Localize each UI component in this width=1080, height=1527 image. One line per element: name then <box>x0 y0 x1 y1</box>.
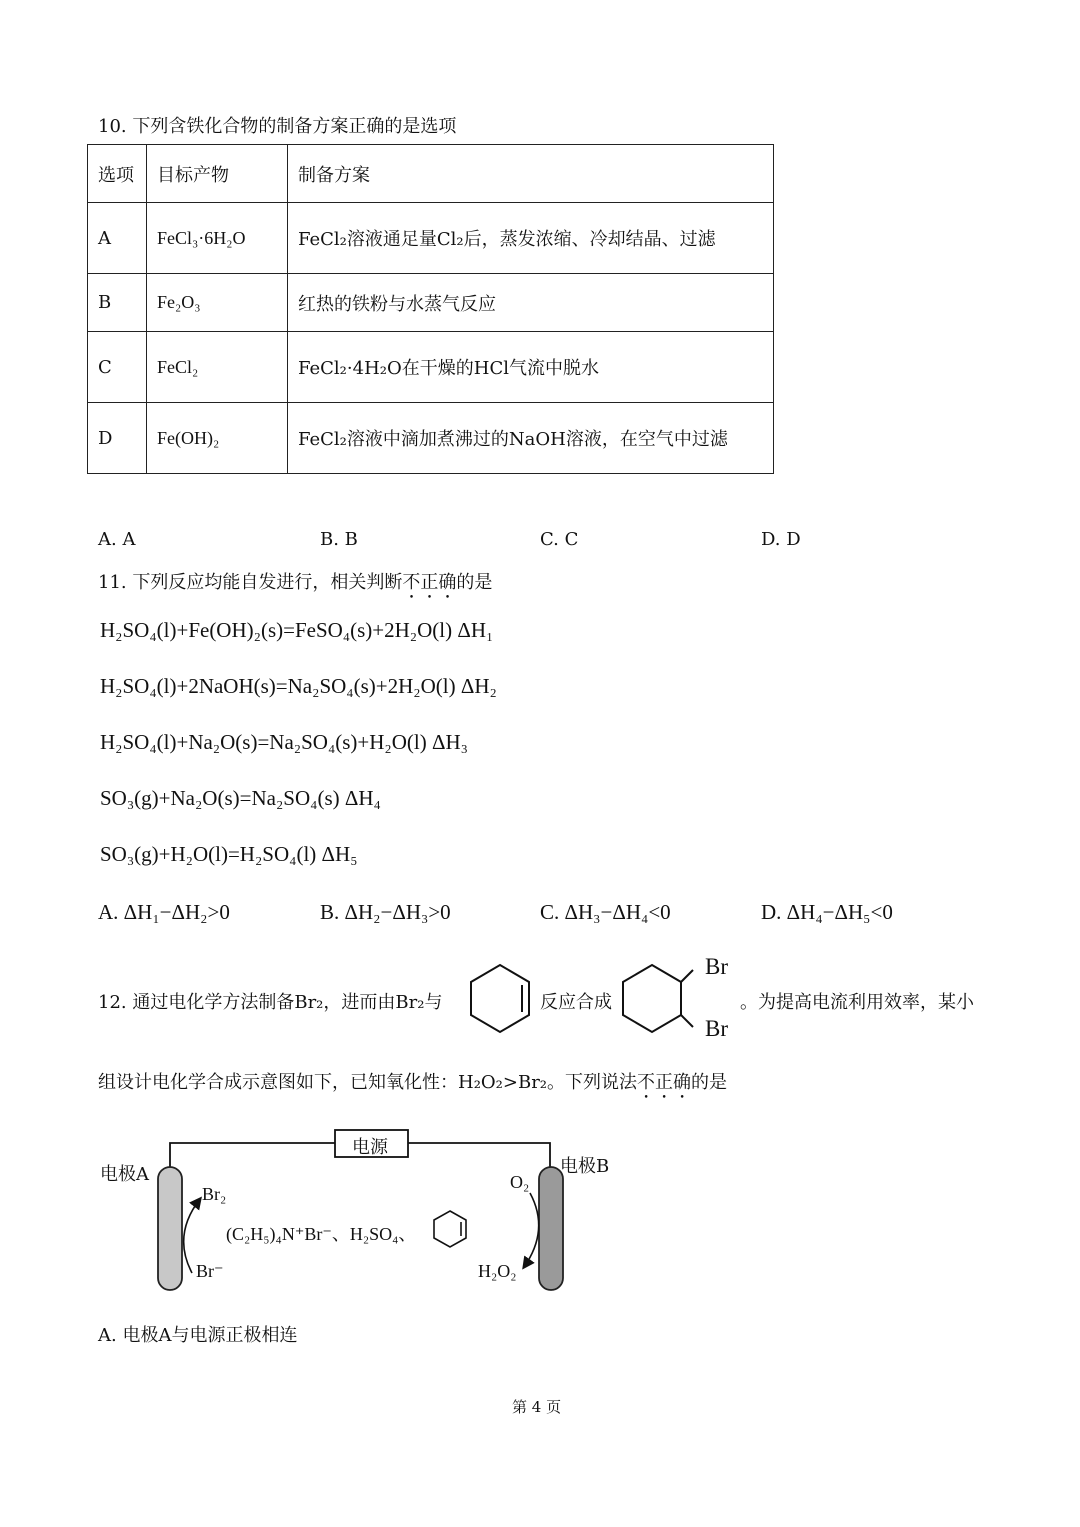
q10-choice-b[interactable]: B. B <box>320 529 358 550</box>
br-label-bottom: Br <box>705 1016 728 1041</box>
q11-choice-c[interactable]: C. ΔH₃−ΔH₄<0 <box>540 900 671 924</box>
table-header: 选项 <box>88 145 147 203</box>
dibromocyclohexane-structure <box>615 960 695 1035</box>
cyclohexene-structure <box>465 960 535 1035</box>
q11-equation-2: H₂SO₄(l)+2NaOH(s)=Na₂SO₄(s)+2H₂O(l) ΔH₂ <box>100 674 497 698</box>
table-cell-method: 红热的铁粉与水蒸气反应 <box>288 274 774 332</box>
table-row <box>88 332 774 403</box>
table-row <box>88 403 774 474</box>
table-header: 目标产物 <box>147 145 288 203</box>
br2-label: Br₂ <box>202 1184 227 1204</box>
table-cell-opt: C <box>88 332 147 403</box>
q12-choice-a[interactable]: A. 电极A与电源正极相连 <box>98 1325 298 1346</box>
q12-stem-line2: 组设计电化学合成示意图如下，已知氧化性：H₂O₂>Br₂。下列说法不正确的是 <box>98 1072 728 1093</box>
table-cell-method: FeCl₂·4H₂O在干燥的HCl气流中脱水 <box>288 332 774 403</box>
q11-equation-1: H₂SO₄(l)+Fe(OH)₂(s)=FeSO₄(s)+2H₂O(l) ΔH₁ <box>100 618 494 642</box>
q11-choice-a[interactable]: A. ΔH₁−ΔH₂>0 <box>98 900 230 924</box>
table-header: 制备方案 <box>288 145 774 203</box>
table-cell-product: FeCl₂ <box>147 332 288 403</box>
q10-choice-a[interactable]: A. A <box>98 529 136 550</box>
br-minus-label: Br⁻ <box>196 1261 224 1281</box>
q11-equation-5: SO₃(g)+H₂O(l)=H₂SO₄(l) ΔH₅ <box>100 842 358 866</box>
electrolyte-label: (C₂H₅)₄N⁺Br⁻、H₂SO₄、 <box>226 1224 417 1244</box>
q10-stem: 10. 下列含铁化合物的制备方案正确的是选项 <box>98 116 457 137</box>
q10-choice-d[interactable]: D. D <box>761 529 801 550</box>
q12-stem-part2: 反应合成 <box>540 992 612 1013</box>
q10-choice-c[interactable]: C. C <box>540 529 579 550</box>
table-cell-product: Fe(OH)₂ <box>147 403 288 474</box>
table-header-row <box>88 145 774 203</box>
q11-choice-b[interactable]: B. ΔH₂−ΔH₃>0 <box>320 900 451 924</box>
table-cell-method: FeCl₂溶液中滴加煮沸过的NaOH溶液，在空气中过滤 <box>288 403 774 474</box>
table-cell-product: Fe₂O₃ <box>147 274 288 332</box>
q11-equation-4: SO₃(g)+Na₂O(s)=Na₂SO₄(s) ΔH₄ <box>100 786 381 810</box>
q12-stem-part3: 。为提高电流利用效率，某小 <box>740 992 974 1013</box>
h2o2-label: H₂O₂ <box>478 1261 517 1281</box>
br-label-top: Br <box>705 954 728 979</box>
table-cell-opt: D <box>88 403 147 474</box>
q11-equation-3: H₂SO₄(l)+Na₂O(s)=Na₂SO₄(s)+H₂O(l) ΔH₃ <box>100 730 468 754</box>
table-cell-product: FeCl₃·6H₂O <box>147 203 288 274</box>
table-row <box>88 203 774 274</box>
q10-table <box>87 144 774 474</box>
power-source-label: 电源 <box>352 1137 388 1158</box>
table-row <box>88 274 774 332</box>
electrode-a-label: 电极A <box>100 1164 149 1185</box>
q11-choice-d[interactable]: D. ΔH₄−ΔH₅<0 <box>761 900 893 924</box>
q11-stem: 11. 下列反应均能自发进行，相关判断不正确的是 <box>98 572 493 593</box>
q12-stem-part1: 12. 通过电化学方法制备Br₂，进而由Br₂与 <box>98 992 443 1013</box>
table-cell-opt: A <box>88 203 147 274</box>
table-cell-method: FeCl₂溶液通足量Cl₂后，蒸发浓缩、冷却结晶、过滤 <box>288 203 774 274</box>
page-number: 第 4 页 <box>512 1398 562 1416</box>
o2-label: O₂ <box>510 1172 530 1192</box>
table-cell-opt: B <box>88 274 147 332</box>
electrode-b-label: 电极B <box>560 1156 610 1177</box>
